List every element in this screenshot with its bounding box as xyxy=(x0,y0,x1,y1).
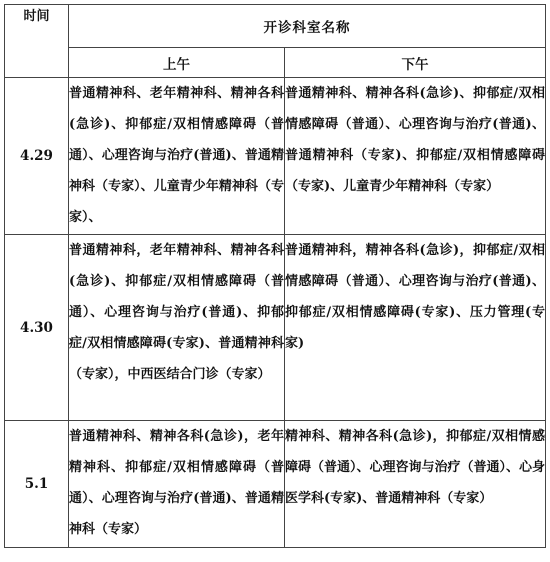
morning-header: 上午 xyxy=(69,48,285,78)
afternoon-departments: 普通精神科，精神各科(急诊)，抑郁症/双相情感障碍（普通）、心理咨询与治疗(普通)、抑郁症/双相情感障碍(专家)、压力管理(专家) xyxy=(285,235,546,421)
date-cell: 4.30 xyxy=(5,235,69,421)
date-cell: 4.29 xyxy=(5,78,69,235)
table-row xyxy=(5,78,546,235)
afternoon-departments: 精神科、精神各科(急诊)，抑郁症/双相情感障碍（普通）、心理咨询与治疗（普通）、心身医学科(专家)、普通精神科（专家） xyxy=(285,421,546,548)
morning-departments: 普通精神科，老年精神科、精神各科(急诊)、抑郁症/双相情感障碍（普通）、心理咨询与治疗(普通)、抑郁症/双相情感障碍(专家)、普通精神科（专家），中西医结合门诊（专家） xyxy=(69,235,285,421)
table-row xyxy=(5,235,546,421)
morning-departments: 普通精神科、精神各科(急诊)，老年精神科、抑郁症/双相情感障碍（普通）、心理咨询与治疗(普通)、普通精神科（专家） xyxy=(69,421,285,548)
date-column-header: 时间 xyxy=(5,5,69,78)
date-cell: 5.1 xyxy=(5,421,69,548)
table-row xyxy=(5,421,546,548)
afternoon-departments: 普通精神科、精神各科(急诊)、抑郁症/双相情感障碍（普通）、心理咨询与治疗(普通)、普通精神科（专家)、抑郁症/双相情感障碍（专家)、儿童青少年精神科（专家） xyxy=(285,78,546,235)
subheader-row xyxy=(5,48,546,78)
department-title-header: 开诊科室名称 xyxy=(69,5,546,48)
clinic-schedule-table xyxy=(4,4,546,548)
morning-departments: 普通精神科、老年精神科、精神各科(急诊)、抑郁症/双相情感障碍（普通）、心理咨询与治疗(普通)、普通精神科（专家）、儿童青少年精神科（专家）、 xyxy=(69,78,285,235)
header-row xyxy=(5,5,546,48)
afternoon-header: 下午 xyxy=(285,48,546,78)
